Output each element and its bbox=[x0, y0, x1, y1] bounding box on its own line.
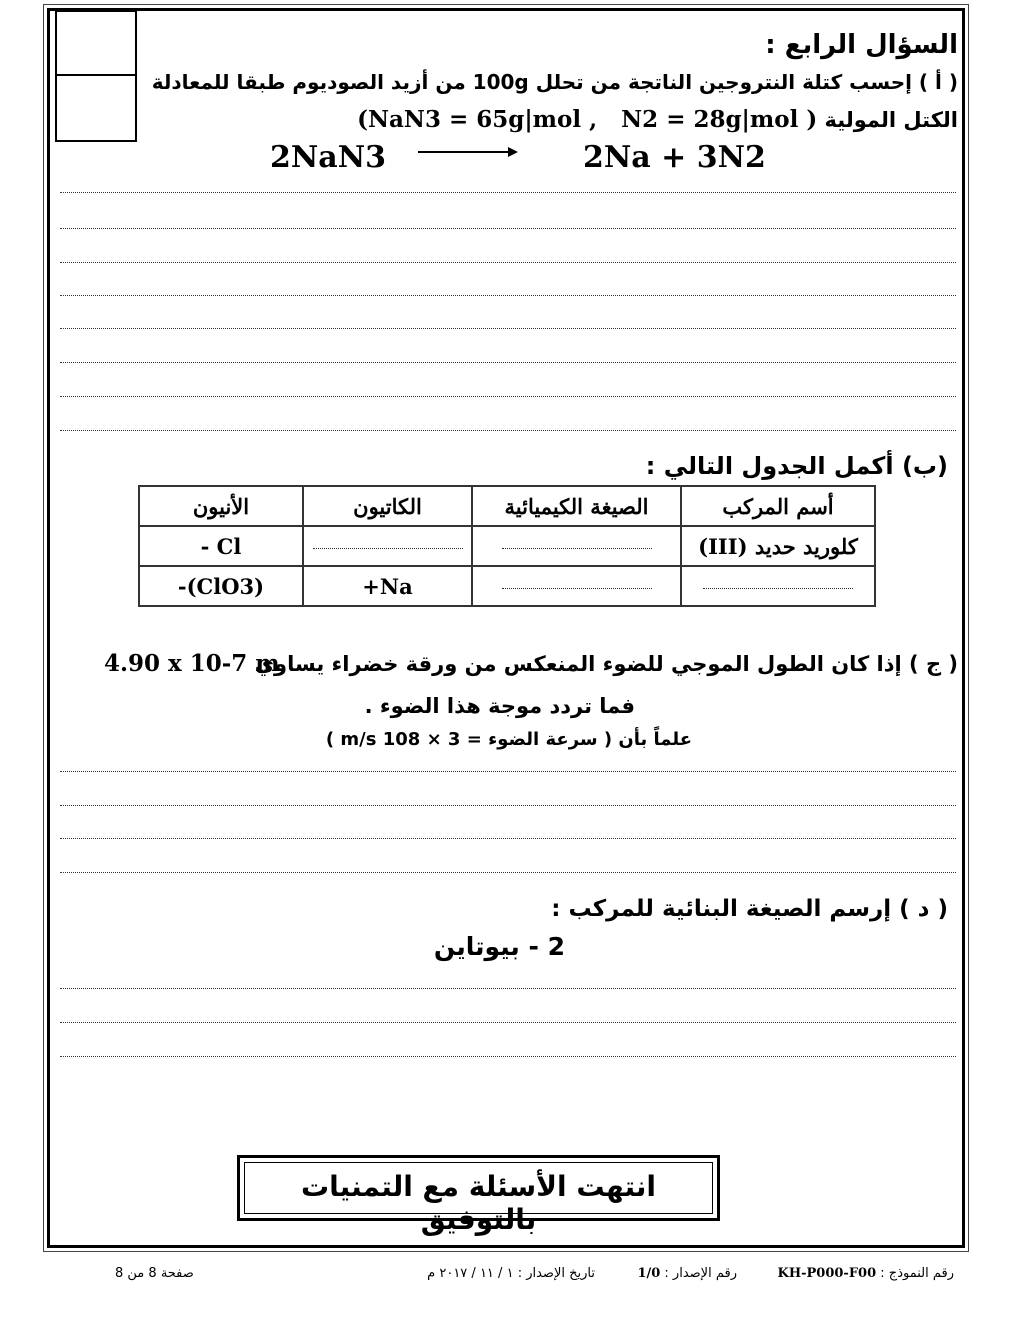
closing-box bbox=[237, 1155, 720, 1236]
compound-name: 2 - بيوتاين bbox=[433, 932, 565, 961]
equation-reactant: 2NaN3 bbox=[270, 140, 387, 175]
ions-table bbox=[138, 485, 876, 607]
table-header-row bbox=[139, 486, 875, 526]
answer-line bbox=[60, 295, 956, 296]
answer-line bbox=[60, 1056, 956, 1057]
page-number: صفحة 8 من 8 bbox=[115, 1266, 194, 1281]
molar-masses-label: الكتل المولية bbox=[824, 108, 958, 132]
part-c-question-2: فما تردد موجة هذا الضوء . bbox=[364, 694, 635, 718]
question-title: السؤال الرابع : bbox=[765, 30, 958, 60]
part-a-molar-masses bbox=[357, 106, 958, 133]
answer-line bbox=[60, 192, 956, 193]
version-value: 1/0 bbox=[637, 1266, 661, 1281]
molar-mass-nan3: (NaN3 = 65g|mol , bbox=[357, 106, 598, 133]
answer-line bbox=[60, 771, 956, 772]
date-label: تاريخ الإصدار : bbox=[517, 1266, 595, 1281]
wavelength-value: 4.90 x 10-7 m bbox=[104, 650, 280, 677]
form-number: KH-P000-F00 bbox=[777, 1266, 877, 1281]
blank-cell[interactable] bbox=[303, 526, 472, 566]
table-row bbox=[139, 526, 875, 566]
table-header: الكاتيون bbox=[303, 486, 472, 526]
footer-version bbox=[637, 1266, 737, 1281]
table-cell: Na+ bbox=[303, 566, 472, 606]
answer-line bbox=[60, 872, 956, 873]
answer-line bbox=[60, 262, 956, 263]
answer-line bbox=[60, 396, 956, 397]
given-label: علماً بأن bbox=[618, 729, 692, 750]
table-header: أسم المركب bbox=[681, 486, 875, 526]
part-a-question: ( أ ) إحسب كتلة النتروجين الناتجة من تحلل 100g من أزيد الصوديوم طبقا للمعادلة bbox=[151, 70, 958, 94]
blank-cell[interactable] bbox=[681, 566, 875, 606]
table-cell: Cl - bbox=[139, 526, 303, 566]
answer-line bbox=[60, 838, 956, 839]
reaction-arrow-icon bbox=[416, 142, 520, 162]
table-cell: (ClO3)- bbox=[139, 566, 303, 606]
equation-products: 2Na + 3N2 bbox=[583, 140, 766, 175]
answer-line bbox=[60, 805, 956, 806]
page-border bbox=[47, 8, 965, 1248]
answer-line bbox=[60, 988, 956, 989]
table-header: الأنيون bbox=[139, 486, 303, 526]
answer-line bbox=[60, 328, 956, 329]
footer-date bbox=[427, 1266, 595, 1281]
table-cell: كلوريد حديد (III) bbox=[681, 526, 875, 566]
score-box bbox=[55, 10, 137, 142]
answer-line bbox=[60, 1022, 956, 1023]
molar-mass-values bbox=[357, 106, 817, 133]
date-value: ١ / ١١ / ٢٠١٧ م bbox=[427, 1266, 514, 1281]
part-c-given bbox=[326, 729, 692, 750]
blank-cell[interactable] bbox=[472, 566, 681, 606]
form-number-label: رقم النموذج : bbox=[880, 1266, 954, 1281]
part-c-question: ( ج ) إذا كان الطول الموجي للضوء المنعكس من ورقة خضراء يساوي bbox=[254, 652, 958, 676]
answer-line bbox=[60, 430, 956, 431]
footer-form-number bbox=[778, 1266, 954, 1281]
answer-line bbox=[60, 228, 956, 229]
table-row bbox=[139, 566, 875, 606]
part-b-question: (ب) أكمل الجدول التالي : bbox=[645, 452, 948, 480]
closing-text: انتهت الأسئلة مع التمنيات بالتوفيق bbox=[300, 1170, 657, 1236]
blank-cell[interactable] bbox=[472, 526, 681, 566]
part-d-question: ( د ) إرسم الصيغة البنائية للمركب : bbox=[551, 896, 948, 922]
given-value: ( سرعة الضوء = 3 × 108 m/s ) bbox=[325, 729, 613, 750]
score-box-top bbox=[57, 12, 135, 76]
table-header: الصيغة الكيميائية bbox=[472, 486, 681, 526]
score-box-bottom bbox=[57, 76, 135, 140]
molar-mass-n2: N2 = 28g|mol ) bbox=[621, 106, 818, 133]
version-label: رقم الإصدار : bbox=[664, 1266, 737, 1281]
answer-line bbox=[60, 362, 956, 363]
